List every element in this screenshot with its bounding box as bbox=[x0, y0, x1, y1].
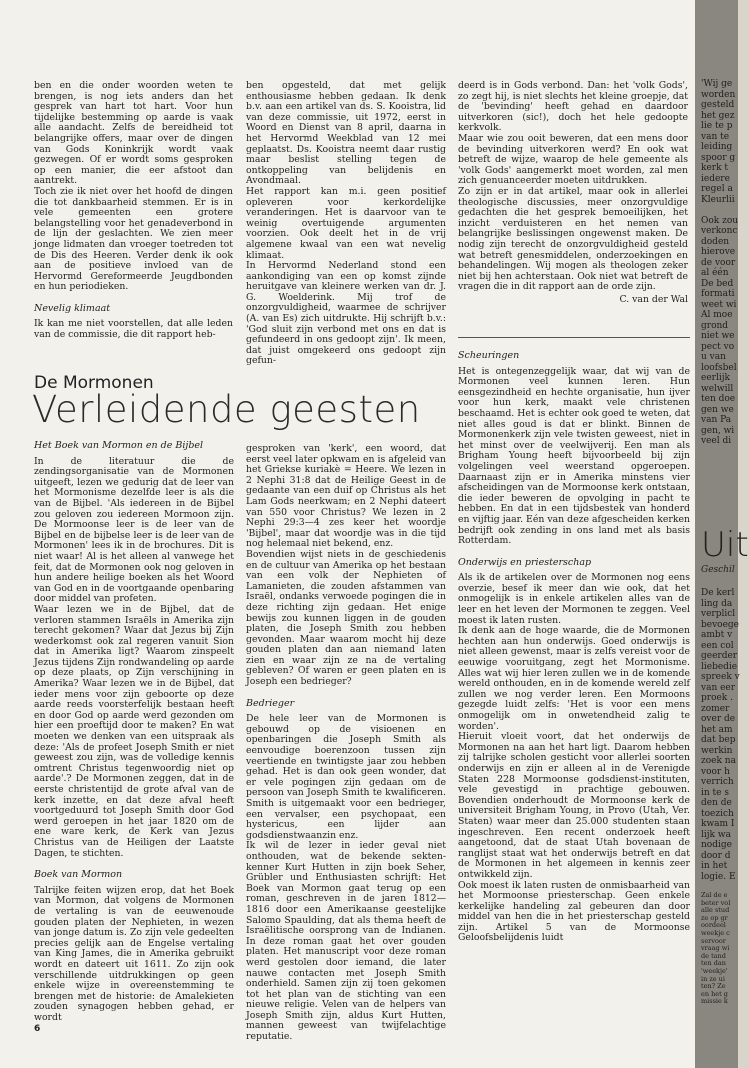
top-column-2 bbox=[246, 81, 446, 367]
adjacent-text-line: pect vo bbox=[701, 341, 735, 352]
adjacent-text-line bbox=[701, 205, 738, 216]
adjacent-text-line: grond bbox=[701, 320, 729, 331]
adjacent-text-line: logie. E bbox=[701, 871, 736, 882]
adjacent-text-line: nodige bbox=[701, 840, 732, 850]
adjacent-text-line: spoor g bbox=[701, 152, 736, 163]
article-title: Verleidende geesten bbox=[32, 388, 421, 431]
adjacent-text-line: ten? Ze bbox=[701, 982, 726, 991]
adjacent-text-line: hierove bbox=[701, 247, 736, 257]
paragraph: Het is ontegenzeggelijk waar, dat wij van de Mormonen veel kunnen leren. Hun eensgezindheid en hechte organisatie, hun ijver voor hun kerk, maakt vele christenen beschaamd. Het is echter ook goed te weten, dat niet alles goud is dat er blinkt. Binnen de Mormonenkerk zijn vele twisten geweest, niet in het minst over de veelwijverij. Een man als Brigham Young heeft bijvoorbeeld bij zijn volgelingen veel weerstand opgeroepen. Daarnaast zijn er in Amerika minstens vier afscheidingen van de Mormoonse kerk ontstaan, die ieder beweren de opvolging in pacht te hebben. En dat in een tijdsbestek van honderd en vijftig jaar. Eén van deze afgescheiden kerken bedrijft ook zending in ons land met als basis Rotterdam. bbox=[458, 365, 690, 547]
adjacent-text-line: doden bbox=[701, 236, 730, 247]
adjacent-text-line: het am bbox=[701, 724, 733, 735]
adjacent-text-line: servoor bbox=[701, 936, 726, 945]
adjacent-page-text-mid bbox=[701, 588, 738, 882]
subheading: Nevelig klimaat bbox=[34, 302, 111, 314]
adjacent-text-line: verplicl bbox=[701, 609, 736, 619]
adjacent-text-line: Kleurlii bbox=[701, 194, 735, 205]
adjacent-text-line: weet wi bbox=[701, 299, 737, 310]
adjacent-text-line: geerder bbox=[701, 651, 738, 661]
adjacent-text-line: over de bbox=[701, 714, 736, 724]
paragraph: Ik denk aan de hoge waarde, die de Mormonen hechten aan hun onderwijs. Goed onderwijs is niet alleen gewenst, maar is zelfs vereist voor de eeuwige vooruitgang, zegt het Mormonisme. Alles wat wij hier leren zullen we in de komende wereld onthouden, en in de komende wereld zelf zullen we nog verder leren. Een Mormoons gezegde luidt zelfs: 'Het is voor een mens onmogelijk om in onwetendheid zalig te worden'. bbox=[458, 625, 690, 732]
adjacent-text-line: en het g bbox=[701, 989, 728, 998]
subheading: Scheuringen bbox=[458, 350, 520, 361]
subheading: Bedrieger bbox=[246, 697, 295, 709]
paragraph: Waar lezen we in de Bijbel, dat de verloren stammen Israëls in Amerika zijn terecht gekomen? Waar dat Jezus bij Zijn wederkomst ook zal regeren vanuit Sion dat in Amerika ligt? Waarom zinspeelt Jezus tijdens Zijn rondwandeling op aarde op deze plaats, op Zijn verschijning in Amerika? Waar lezen we in de Bijbel, dat ieder mens voor zijn geboorte op deze aarde reeds voorsterfelijk bestaan heeft en door God op aarde werd gezonden om hier een proeftijd door te maken? En wat moeten we denken van een uitspraak als deze: 'Als de profeet Joseph Smith er niet geweest zou zijn, was de volledige kennis omtrent Christus tegenwoordig niet op aarde'.? De Mormonen zeggen, dat in de eerste christentijd de grote afval van de kerk inzette, en dat deze afval heeft voortgeduurd tot Joseph Smith door God werd geroepen in het jaar 1820 om de ene ware kerk, de Kerk van Jezus Christus van de Heiligen der Laatste Dagen, te stichten. bbox=[34, 603, 234, 859]
adjacent-text-line: 'Wij ge bbox=[701, 79, 733, 89]
adjacent-text-line: door d bbox=[701, 850, 731, 861]
adjacent-text-line: loofsbel bbox=[701, 362, 737, 373]
adjacent-text-line: ten doe bbox=[701, 394, 736, 404]
adjacent-text-line: van eer bbox=[701, 682, 736, 693]
adjacent-text-line: Zal de e bbox=[701, 891, 728, 899]
article-column-1 bbox=[34, 430, 234, 1023]
page-number: 6 bbox=[34, 1024, 41, 1034]
adjacent-text-line: Ook zou bbox=[701, 215, 739, 226]
paragraph: deerd is in Gods verbond. Dan: het 'volk Gods', zo zegt hij, is niet slechts het kleine groepje, dat de 'bevinding' heeft gehad en daardoor uitverkoren (sic!), doch het hele gedoopte kerkvolk. bbox=[458, 80, 688, 134]
adjacent-text-line: veel di bbox=[701, 436, 732, 446]
adjacent-text-line: missie k bbox=[701, 997, 728, 1006]
adjacent-text-line: bevoege bbox=[701, 619, 740, 630]
paragraph: Talrijke feiten wijzen erop, dat het Boek van Mormon, dat volgens de Mormonen de vertaling is van de eeuwenoude gouden platen der Nephieten, in wezen van jonge datum is. Zo zijn vele gedeelten precies gelijk aan de Engelse vertaling van King James, die in Amerika gebruikt wordt en dateert uit 1611. Zo zijn ook verschillende uitdrukkingen op geen enkele wijze in overeenstemming te brengen met de historie: de Amalekieten zouden synagogen hebben gehad, er wordt bbox=[34, 884, 234, 1023]
adjacent-text-line: in te s bbox=[701, 787, 729, 798]
adjacent-text-line: een col bbox=[701, 640, 734, 651]
paragraph: gesproken van 'kerk', een woord, dat eerst veel later opkwam en is afgeleid van het Griekse kuriakè = Heere. We lezen in 2 Nephi 31:8 dat de Heilige Geest in de gedaante van een duif op Christus als het Lam Gods neerkwam; en 2 Nephi dateert van 550 voor Christus? We lezen in 2 Nephi 29:3—4 zes keer het woordje 'Bijbel', maar dat woordje was in die tijd nog helemaal niet bekend, enz. bbox=[246, 443, 446, 550]
adjacent-page-subtitle: Geschil bbox=[701, 565, 735, 575]
paragraph: Het rapport kan m.i. geen positief opleveren voor kerkordelijke veranderingen. Het is daarvoor van te weinig overtuigende argumenten voorzien. Ook deelt het in de vrij algemene kwaal van een wat nevelig klimaat. bbox=[246, 185, 446, 261]
adjacent-text-line: gesteld bbox=[701, 100, 735, 110]
paragraph: In de literatuur die de zendingsorganisatie van de Mormonen uitgeeft, lezen we gedurig dat de leer van het Mormonisme dezelfde leer is als die van de Bijbel. 'Als iedereen in de Bijbel zou geloven zou iedereen Mormoon zijn. De Mormoonse leer is de leer van de Bijbel en de bijbelse leer is de leer van de Mormonen' lees ik in de brochures. Dit is niet waar! Al is het alleen al vanwege het feit, dat de Mormonen ook nog geloven in hun andere heilige boeken als het Woord van God en in de voortgaande openbaring door middel van profeten. bbox=[34, 455, 234, 605]
adjacent-text-line: in het bbox=[701, 861, 728, 871]
subheading: Boek van Mormon bbox=[34, 869, 123, 881]
adjacent-text-line: niet we bbox=[701, 331, 735, 341]
article-column-2 bbox=[246, 444, 446, 1043]
article-section-label: De Mormonen bbox=[34, 373, 154, 393]
adjacent-text-line: lie te p bbox=[701, 121, 733, 131]
paragraph: Hieruit vloeit voort, dat het onderwijs de Mormonen na aan het hart ligt. Daarom hebben zij talrijke scholen gesticht voor allerlei soorten onderwijs en zijn er alleen al in de Verenigde Staten 228 Mormoonse godsdienst-instituten, vele gevestigd in prachtige gebouwen. Bovendien onderhoudt de Mormoonse kerk de universiteit Brigham Young, in Provo (Utah, Ver. Staten) waar meer dan 25.000 studenten staan ingeschreven. Een recent onderzoek heeft aangetoond, dat de staat Utah bovenaan de ranglijst staat wat het onderwijs betreft en dat de Mormonen in het algemeen in kennis zeer ontwikkeld zijn. bbox=[458, 731, 690, 880]
adjacent-text-line: het gez bbox=[701, 110, 735, 121]
adjacent-text-line: leiding bbox=[701, 142, 733, 152]
adjacent-text-line: formati bbox=[701, 289, 735, 299]
adjacent-text-line: De kerl bbox=[701, 588, 735, 598]
top-column-1 bbox=[34, 81, 233, 341]
adjacent-text-line: proek . bbox=[701, 693, 733, 703]
adjacent-text-line: werkin bbox=[701, 745, 733, 756]
paragraph: Ik wil de lezer in ieder geval niet onthouden, wat de bekende sekten-kenner Kurt Hutten in zijn boek Seher, Grübler und Enthusiasten schrijft: Het Boek van Mormon gaat terug op een roman, geschreven in de jaren 1812—1816 door een Amerikaanse geestelijke Salomo Spaulding, dat als thema heeft de Israëlitische oorsprong van de Indianen. In deze roman gaat het over gouden platen. Het manuscript voor deze roman werd gestolen door iemand, die later nauwe contacten met Joseph Smith onderhield. Samen zijn zij toen gekomen tot het plan van de stichting van een nieuwe religie. Velen van de helpers van Joseph Smith zijn, aldus Kurt Hutten, mannen geweest van twijfelachtige reputatie. bbox=[246, 840, 446, 1043]
adjacent-text-line: den de bbox=[701, 798, 732, 808]
adjacent-text-line: worden bbox=[701, 89, 736, 100]
adjacent-text-line: de voor bbox=[701, 257, 736, 268]
adjacent-text-line: ambt v bbox=[701, 630, 733, 640]
article-column-3 bbox=[458, 340, 690, 944]
paragraph: De hele leer van de Mormonen is gebouwd op de visioenen en openbaringen die Joseph Smith als eenvoudige boerenzoon tussen zijn veertiende en twintigste jaar zou hebben gehad. Het is dan ook geen wonder, dat er vele pogingen zijn gedaan om de persoon van Joseph Smith te kwalificeren. Smith is uitgemaakt voor een bedrieger, een vervalser, een psychopaat, een hystericus, een lijder aan godsdienstwaanzin enz. bbox=[246, 713, 446, 841]
adjacent-text-line: beter vol bbox=[701, 898, 731, 907]
adjacent-text-line: in ze ui bbox=[701, 974, 725, 983]
adjacent-text-line: toezich bbox=[701, 808, 734, 819]
paragraph: Bovendien wijst niets in de geschiedenis en de cultuur van Amerika op het bestaan van een volk der Nephieten of Lamanieten, die zouden afstammen van Israël, ondanks verwoede pogingen die in deze richting zijn gedaan. Het enige bewijs zou kunnen liggen in de gouden platen, die Joseph Smith zou hebben gevonden. Maar waarom mocht hij deze gouden platen dan aan niemand laten zien en waar zijn ze na de vertaling gebleven? Of waren er geen platen en is Joseph een bedrieger? bbox=[246, 548, 446, 688]
adjacent-text-line: verrich bbox=[701, 777, 734, 787]
adjacent-text-line: spreek v bbox=[701, 672, 740, 682]
adjacent-text-line: gen we bbox=[701, 404, 734, 415]
paragraph: Zo zijn er in dat artikel, maar ook in allerlei theologische discussies, meer onzorgvuldige gedachten die het gesprek bemoeilijken, het inzicht verduisteren en het nemen van belangrijke beslissingen ongewenst maken. De nodig zijn terecht de onzorgvuldigheid gesteld wat betreft genesmiddelen, onderzoekingen en behandelingen. Wij mogen als theologen zeker niet bij hen achterstaan. Ook niet wat betreft de vragen die in dit rapport aan de orde zijn. bbox=[458, 185, 688, 293]
author-signature: C. van der Wal bbox=[619, 293, 688, 305]
adjacent-text-line: ze op gr bbox=[701, 913, 728, 922]
adjacent-text-line: zoek na bbox=[701, 756, 736, 766]
adjacent-text-line: ten dan bbox=[701, 959, 726, 968]
adjacent-text-line: verkonc bbox=[701, 226, 738, 236]
adjacent-text-line: voor h bbox=[701, 766, 730, 777]
adjacent-text-line: ling da bbox=[701, 598, 733, 609]
adjacent-text-line: lijk wa bbox=[701, 829, 731, 840]
adjacent-text-line: van Pa bbox=[701, 415, 732, 425]
adjacent-text-line: liebedie bbox=[701, 661, 738, 672]
paragraph: Maar wie zou ooit beweren, dat een mens door de bevinding uitverkoren werd? En ook wat betreft de wijze, waarop de hele gemeente als 'volk Gods' aangemerkt moet worden, zal men zich genuanceerder moeten uitdrukken. bbox=[458, 132, 688, 187]
paragraph: Ik kan me niet voorstellen, dat alle leden van de commissie, die dit rapport heb- bbox=[34, 318, 233, 341]
adjacent-text-line: al één bbox=[701, 268, 729, 278]
paragraph: Toch zie ik niet over het hoofd de dingen die tot dankbaarheid stemmen. Er is in vele gemeenten een grotere belangstelling voor het genadeverbond in de lijn der geslachten. We zien meer jonge lidmaten dan vroeger toetreden tot de Dis des Heeren. Verder denk ik ook aan de positieve invloed van de Hervormd Gereformeerde Jeugdbonden en hun periodieken. bbox=[34, 185, 233, 293]
adjacent-text-line: u van bbox=[701, 352, 726, 362]
paragraph: Als ik de artikelen over de Mormonen nog eens overzie, besef ik meer dan wie ook, dat het onmogelijk is in enkele artikelen alles van de leer en het leven der Mormonen te zeggen. Veel moest ik laten rusten. bbox=[458, 572, 690, 626]
adjacent-text-line: weekje c bbox=[701, 928, 730, 937]
paragraph: Ook moest ik laten rusten de onmisbaarheid van het Mormoonse priesterschap. Geen enkele kerkelijke handeling zal gebeuren dan door middel van hen die in het priesterschap gesteld zijn. Artikel 5 van de Mormoonse Geloofsbelijdenis luidt bbox=[458, 879, 690, 944]
adjacent-text-line: kerk t bbox=[701, 163, 729, 173]
subheading: Het Boek van Mormon en de Bijbel bbox=[34, 440, 204, 451]
adjacent-text-line: Al moe bbox=[701, 310, 733, 320]
adjacent-text-line: gen, wi bbox=[701, 425, 735, 436]
paragraph: In Hervormd Nederland stond een aankondiging van een op komst zijnde heruitgave van kleinere werken van dr. J. G. Woelderink. Mij trof de onzorgvuldigheid, waarmee de schrijver (A. van Es) zich uitdrukte. Hij schrijft b.v.: 'God sluit zijn verbond met ons en dat is gefundeerd in ons gedoopt zijn'. Ik meen, dat juist omgekeerd ons gedoopt zijn gefun- bbox=[246, 260, 446, 367]
adjacent-text-line: van te bbox=[701, 131, 730, 142]
paragraph: ben en die onder woorden weten te brengen, is nog iets anders dan het gesprek van hart tot hart. Voor hun tijdelijke bestemming op aarde is vaak alle aandacht. Zelfs de bereidheid tot belangrijke offers, maar over de dingen van Gods Koninkrijk wordt vaak gezwegen. Of er wordt soms gesproken op een manier, die eer afstoot dan aantrekt. bbox=[34, 80, 233, 187]
adjacent-page-text-small bbox=[701, 892, 738, 1006]
adjacent-page-text-top bbox=[701, 79, 738, 447]
adjacent-text-line: kwam I bbox=[701, 819, 735, 829]
adjacent-text-line: alle stud bbox=[701, 906, 730, 915]
adjacent-text-line: iedere bbox=[701, 173, 730, 184]
adjacent-text-line: 'weekje' bbox=[701, 966, 728, 975]
adjacent-text-line: vraag wi bbox=[701, 944, 730, 953]
top-column-3 bbox=[458, 81, 688, 305]
adjacent-text-line: de tand bbox=[701, 951, 726, 960]
adjacent-text-line: zomer bbox=[701, 703, 730, 714]
adjacent-text-line: regel a bbox=[701, 184, 733, 194]
section-divider bbox=[458, 337, 690, 338]
subheading: Onderwijs en priesterschap bbox=[458, 556, 592, 568]
adjacent-page-title: Uit bbox=[701, 525, 749, 565]
paragraph: ben opgesteld, dat met gelijk enthousiasme hebben gedaan. Ik denk b.v. aan een artikel van ds. S. Kooistra, lid van deze commissie, uit 1972, eerst in Woord en Dienst van 8 april, daarna in het Hervormd Weekblad van 12 mei geplaatst. Ds. Kooistra neemt daar rustig maar beslist stelling tegen de ontkoppeling van belijdenis en Avondmaal. bbox=[246, 80, 446, 187]
adjacent-text-line: welwill bbox=[701, 383, 734, 394]
adjacent-text-line: oordeel bbox=[701, 921, 726, 930]
adjacent-text-line: eerlijk bbox=[701, 373, 730, 383]
adjacent-text-line: dat bep bbox=[701, 735, 736, 745]
adjacent-text-line: De bed bbox=[701, 278, 734, 289]
